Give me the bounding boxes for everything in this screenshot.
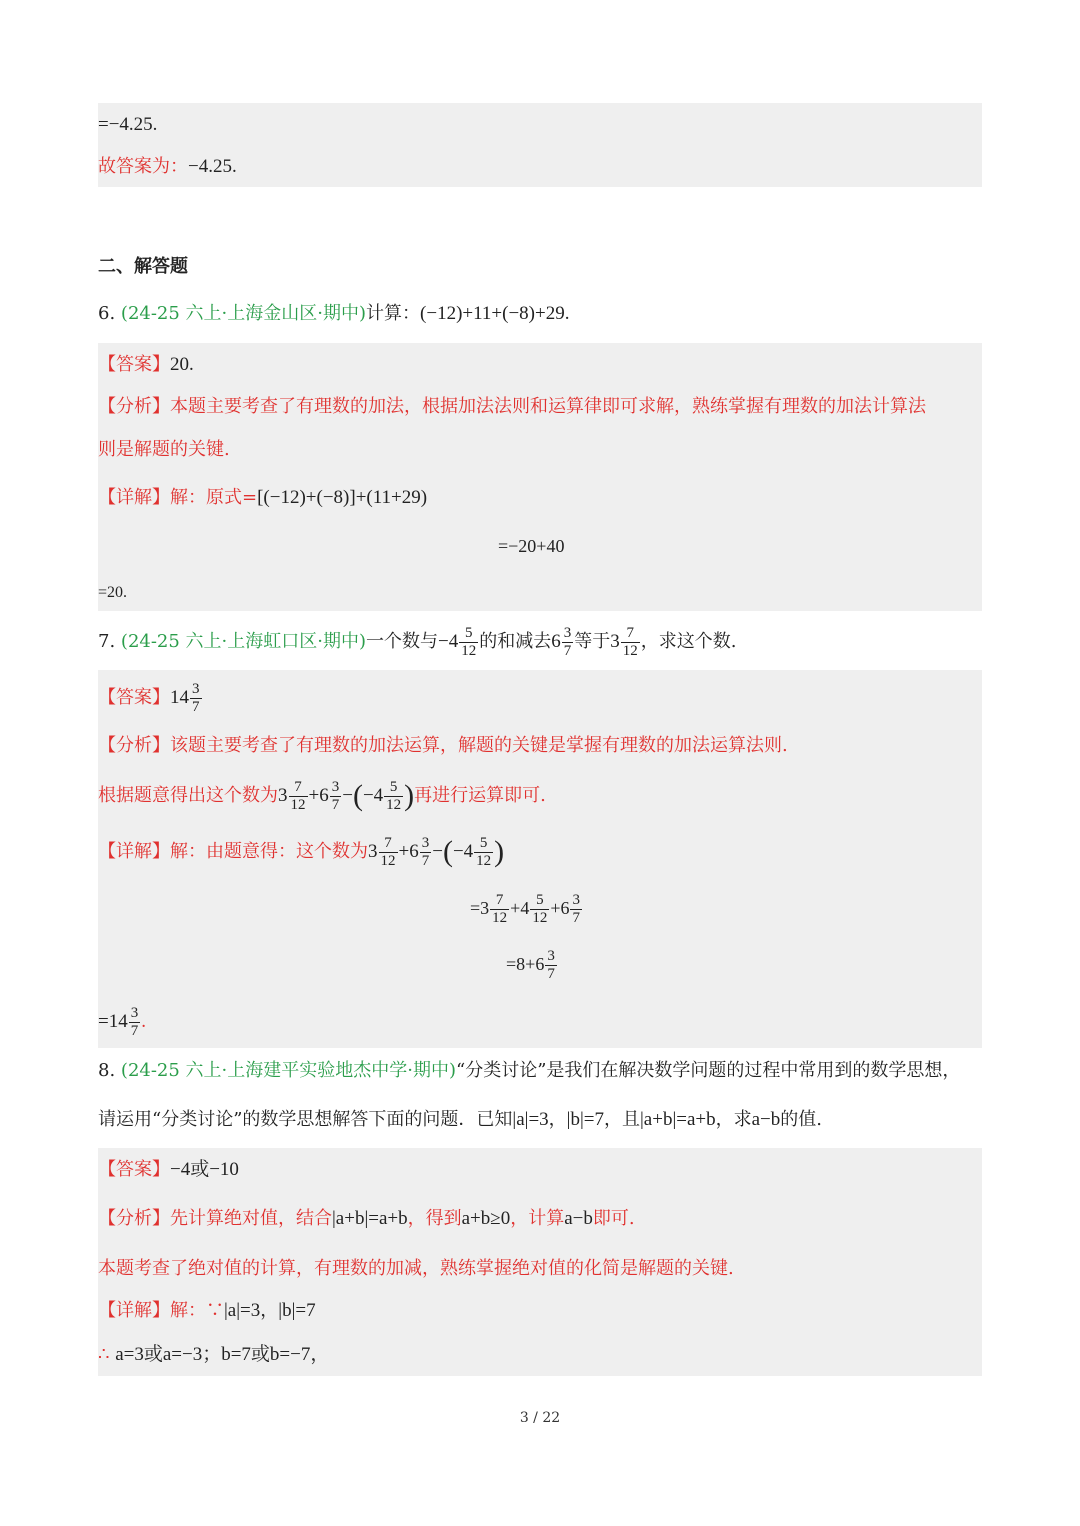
fraction-5-12: $\frac{5}{12}$ (461, 624, 477, 659)
q7-step1: =3 $\frac{7}{12}$ +4 $\frac{5}{12}$ +6 $\frac{3}{7}$ (470, 892, 580, 927)
section-title: 二、解答题 (98, 256, 188, 277)
q7-analysis-line1: 【分析】该题主要考查了有理数的加法运算，解题的关键是掌握有理数的加法运算法则. (98, 735, 788, 756)
q5-calc: =−4.25. (98, 114, 158, 135)
q6-question: 6. (24-25 六上·上海金山区·期中)计算：(−12)+11+(−8)+29. (98, 303, 570, 324)
q8-analysis-line1: 【分析】先计算绝对值，结合|a+b|=a+b，得到a+b≥0，计算a−b即可. (98, 1208, 635, 1229)
q6-analysis-line2: 则是解题的关键. (98, 439, 230, 460)
q6-step1: =−20+40 (498, 536, 565, 556)
q8-detail: 【详解】解：∵|a|=3，|b|=7 (98, 1300, 316, 1321)
q8-question-line1: 8. (24-25 六上·上海建平实验地杰中学·期中)“分类讨论”是我们在解决数学问题的过程中常用到的数学思想， (98, 1060, 961, 1081)
q6-step2: =20. (98, 584, 128, 601)
q6-detail: 【详解】解：原式=[(−12)+(−8)]+(11+29) (98, 487, 428, 508)
q6-analysis-line1: 【分析】本题主要考查了有理数的加法，根据加法法则和运算律即可求解，熟练掌握有理数的加法计算法 (98, 396, 926, 417)
answer-box-q6 (98, 343, 982, 611)
q7-answer: 【答案】14 $\frac{3}{7}$ (98, 680, 200, 715)
q5-answer: 故答案为：−4.25. (98, 156, 237, 177)
q8-answer: 【答案】−4或−10 (98, 1159, 239, 1180)
q8-detail-line2: ∴ a=3或a=−3；b=7或b=−7， (98, 1344, 330, 1365)
fraction-3-7: $\frac{3}{7}$ (563, 624, 572, 659)
q6-answer: 【答案】20. (98, 354, 194, 375)
q7-question: 7. (24-25 六上·上海虹口区·期中)一个数与−4 $\frac{5}{12}$ 的和减去6 $\frac{3}{7}$ 等于3 $\frac{7}{12}$ ，求这个数. (98, 624, 737, 659)
q7-analysis-line2: 根据题意得出这个数为3 $\frac{7}{12}$ +6 $\frac{3}{7}$ −(−4 $\frac{5}{12}$ )再进行运算即可. (98, 778, 546, 813)
fraction-7-12: $\frac{7}{12}$ (622, 624, 638, 659)
q7-step3: =14 $\frac{3}{7}$ . (98, 1005, 146, 1040)
q8-analysis-line2: 本题考查了绝对值的计算，有理数的加减，熟练掌握绝对值的化简是解题的关键. (98, 1258, 734, 1279)
q7-detail: 【详解】解：由题意得：这个数为3 $\frac{7}{12}$ +6 $\frac{3}{7}$ −(−4 $\frac{5}{12}$ ) (98, 834, 505, 869)
q7-step2: =8+6 $\frac{3}{7}$ (506, 948, 555, 983)
page-number: 3 / 22 (519, 1410, 561, 1426)
q8-question-line2: 请运用“分类讨论”的数学思想解答下面的问题．已知|a|=3，|b|=7，且|a+b|=a+b，求a−b的值. (98, 1109, 823, 1130)
